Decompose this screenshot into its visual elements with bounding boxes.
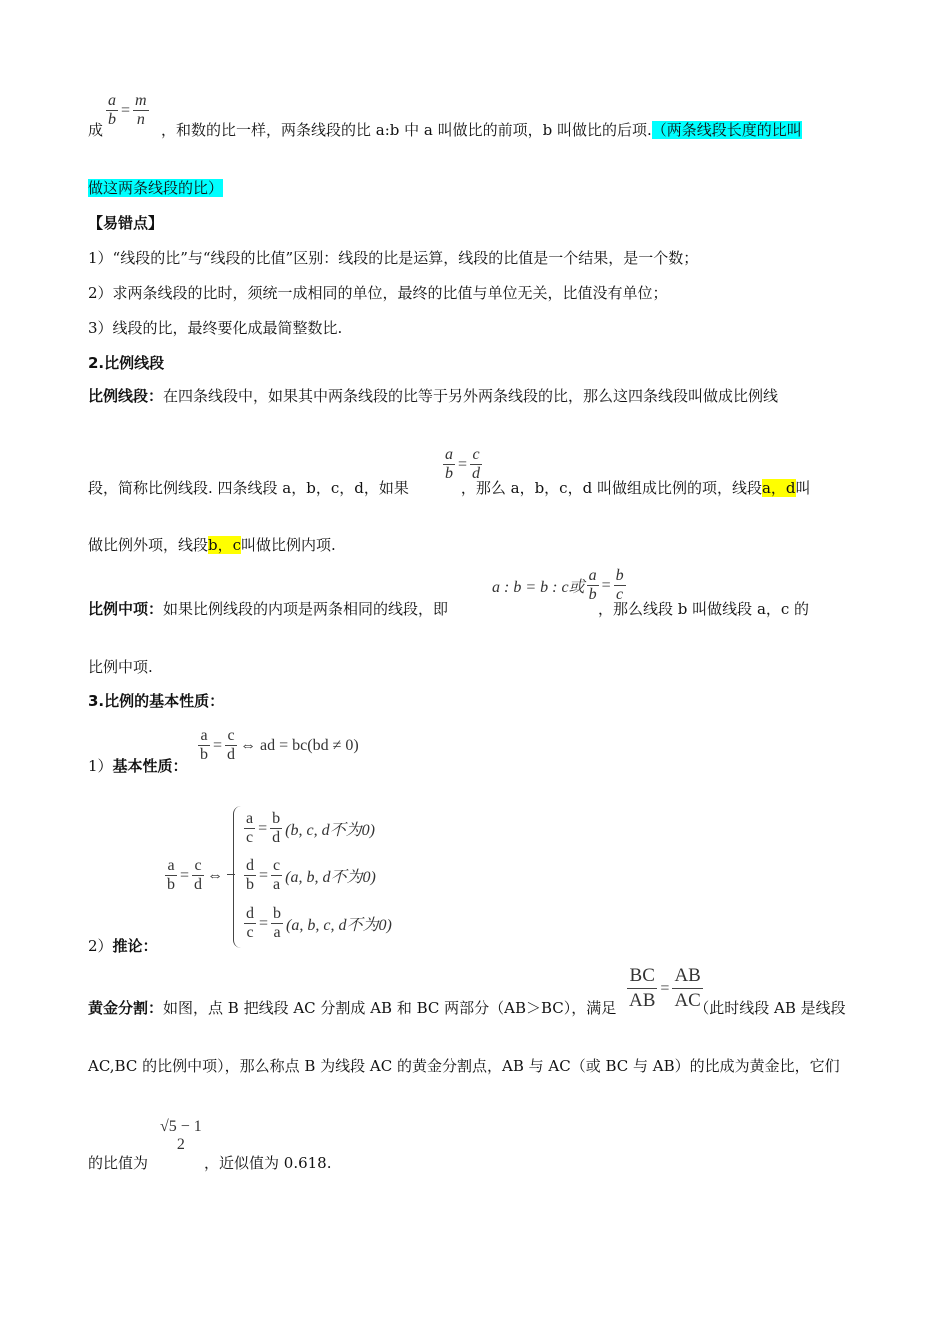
inference-case-3: $\frac{d}{c}$ = $\frac{b}{a}$ (a, b, c, d不为0)	[246, 905, 392, 941]
proportional-segments-definition: 比例线段：在四条线段中，如果其中两条线段的比等于另外两条线段的比，那么这四条线段叫做成比例线	[88, 387, 779, 405]
inference-lhs: $\frac{a}{b}$ = $\frac{c}{d}$ ⇔	[167, 857, 224, 893]
golden-ratio-value: √5 − 1 2	[160, 1118, 202, 1153]
inference-case-1: $\frac{a}{c}$ = $\frac{b}{d}$ (b, c, d不为0)	[246, 810, 375, 846]
golden-section-line2: AC,BC 的比例中项），那么称点 B 为线段 AC 的黄金分割点，AB 与 AC（或 BC 与 AB）的比成为黄金比，它们	[88, 1057, 840, 1075]
golden-section-line3: 的比值为 ，近似值为 0.618.	[88, 1154, 332, 1172]
mean-proportional-formula: a : b = b : c或 $\frac{a}{b}$ = $\frac{b}{c}$	[492, 567, 624, 603]
mean-proportional-end: 比例中项.	[88, 658, 153, 676]
proportional-segments-line2: 段，简称比例线段. 四条线段 a，b，c，d，如果 ，那么 a，b，c，d 叫做组成比例的项，线段a，d叫	[88, 479, 811, 497]
paragraph-ratio-definition-cont	[88, 178, 223, 198]
mistake-item-1: 1）“线段的比”与“线段的比值”区别：线段的比是运算，线段的比值是一个结果，是一个数；	[88, 249, 699, 267]
inference-case-2: $\frac{d}{b}$ = $\frac{c}{a}$ (a, b, d不为0)	[246, 857, 376, 893]
basic-property-formula: $\frac{a}{b}$ = $\frac{c}{d}$ ⇔ ad = bc(bd ≠ 0)	[200, 727, 359, 763]
highlight-yellow: a，d	[761, 479, 796, 497]
highlight-cyan: （两条线段长度的比叫	[651, 121, 802, 139]
inference-label: 2）推论：	[88, 937, 158, 955]
proportion-formula: $\frac{a}{b}$ = $\frac{c}{d}$	[445, 446, 481, 482]
golden-ratio-formula: $\frac{BC}{AB}$ = $\frac{AB}{AC}$	[629, 965, 701, 1011]
section-3-heading: 3.比例的基本性质：	[88, 692, 225, 710]
highlight-yellow: b，c	[208, 536, 242, 554]
ratio-formula: $\frac{a}{b}$ = $\frac{m}{n}$	[108, 92, 147, 128]
fraction-a-b: $\frac{a}{b}$	[108, 92, 116, 128]
highlight-cyan: 做这两条线段的比）	[88, 179, 224, 197]
basic-property-label: 1）基本性质：	[88, 757, 188, 775]
mistakes-heading: 【易错点】	[88, 214, 164, 232]
mistake-item-3: 3）线段的比，最终要化成最简整数比.	[88, 319, 343, 337]
section-2-heading: 2.比例线段	[88, 354, 165, 372]
golden-section-definition: 黄金分割：如图，点 B 把线段 AC 分割成 AB 和 BC 两部分（AB＞BC），满足 （此时线段 AB 是线段	[88, 999, 846, 1017]
mistake-item-2: 2）求两条线段的比时，须统一成相同的单位，最终的比值与单位无关，比值没有单位；	[88, 284, 668, 302]
fraction-m-n: $\frac{m}{n}$	[135, 92, 147, 128]
mean-proportional-definition: 比例中项：如果比例线段的内项是两条相同的线段，即 ，那么线段 b 叫做线段 a，c 的	[88, 600, 810, 618]
paragraph-ratio-definition: 成 ，和数的比一样，两条线段的比 a:b 中 a 叫做比的前项，b 叫做比的后项.（两条线段长度的比叫	[88, 121, 802, 139]
proportional-segments-line3: 做比例外项，线段b，c叫做比例内项.	[88, 536, 336, 554]
